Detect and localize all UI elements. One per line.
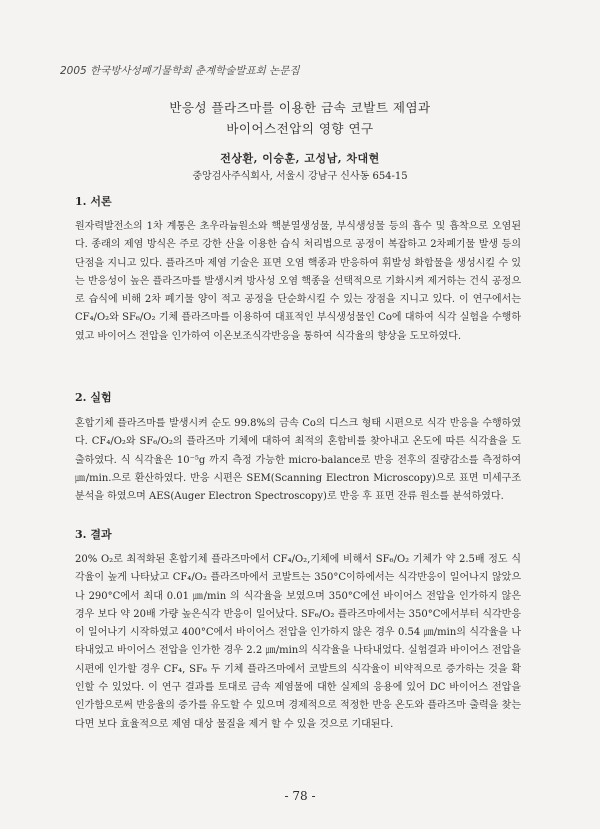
paper-title-line2: 바이어스전압의 영향 연구 (226, 121, 374, 136)
section-body-experiment: 혼합기체 플라즈마를 발생시켜 순도 99.8%의 금속 Co의 디스크 형태 시편으로 식각 반응을 수행하였다. CF₄/O₂와 SF₆/O₂의 플라즈마 기체에 대하여 최적의 혼합비를 찾아내고 온도에 따른 식각율을 도출하였다. 식 식각율은 10⁻⁵g 까지 측정 가능한 micro-balance로 반응 전후의 질량감소를 측정하여 ㎛/min.으로 환산하였다. 반응 시편은 SEM(Scanning Electron Microscopy)으로 표면 미세구조 분석을 하였으며 AES(Auger Electron Spectroscopy)로 반응 후 표면 잔류 원소를 분석하였다. (75, 418, 521, 503)
section-heading-results: 3. 결과 (75, 528, 112, 541)
page-number: - 78 - (284, 789, 316, 803)
paper-affiliation: 중앙검사주식회사, 서울시 강남구 신사동 654-15 (192, 171, 408, 182)
paper-title-line1: 반응성 플라즈마를 이용한 금속 코발트 제염과 (169, 100, 431, 115)
section-body-results: 20% O₂로 최적화된 혼합기체 플라즈마에서 CF₄/O₂,기체에 비해서 SF₆/O₂ 기체가 약 2.5배 정도 식각율이 높게 나타났고 CF₄/O₂ 플라즈마에서 코발트는 350°C이하에서는 식각반응이 일어나지 않았으나 290°C에서 최대 0.01 ㎛/min 의 식각율을 보였으며 350°C에선 바이어스 전압을 인가하지 않은 경우 보다 약 20배 가량 높은식각 반응이 일어났다. SF₆/O₂ 플라즈마에서는 350°C에서부터 식각반응이 일어나기 시작하였고 400°C에서 바이어스 전압을 인가하지 않은 경우 0.54 ㎛/min의 식각율을 나타내었고 바이어스 전압을 인가한 경우 2.2 ㎛/min의 식각율을 나타내었다. 실험결과 바이어스 전압을 시편에 인가할 경우 CF₄, SF₆ 두 기체 플라즈마에서 코발트의 식각율이 비약적으로 증가하는 것을 확인할 수 있었다. 이 연구 결과를 토대로 금속 제염물에 대한 실제의 응용에 있어 DC 바이어스 전압을 인가함으로써 반응율의 증가를 유도할 수 있으며 경제적으로 적정한 반응 온도와 플라즈마 출력을 찾는다면 보다 효율적으로 제염 대상 물질을 제거 할 수 있을 것으로 기대된다. (75, 554, 521, 730)
conference-header: 2005 한국방사성폐기물학회 춘계학술발표회 논문집 (60, 65, 300, 77)
paper-authors: 전상환, 이승훈, 고성남, 차대현 (220, 152, 380, 165)
section-heading-intro: 1. 서론 (75, 195, 112, 208)
section-heading-experiment: 2. 실험 (75, 391, 112, 404)
section-body-intro: 원자력발전소의 1차 계통은 초우라늄원소와 핵분열생성물, 부식생성물 등의 흡수 및 흡착으로 오염된다. 종래의 제염 방식은 주로 강한 산을 이용한 습식 처리법으로 공정이 복잡하고 2차폐기물 발생 등의 단점을 지니고 있다. 플라즈마 제염 기술은 표면 오염 핵종과 반응하여 휘발성 화합물을 생성시킬 수 있는 반응성이 높은 플라즈마를 발생시켜 방사성 오염 핵종을 선택적으로 기화시켜 제거하는 건식 공정으로 습식에 비해 2차 폐기물 양이 적고 공정을 단순화시킬 수 있는 장점을 지니고 있다. 이 연구에서는 CF₄/O₂와 SF₆/O₂ 기체 플라즈마를 이용하여 대표적인 부식생성물인 Co에 대하여 식각 실험을 수행하였고 바이어스 전압을 인가하여 이온보조식각반응을 통하여 식각율의 향상을 도모하였다. (75, 221, 521, 342)
